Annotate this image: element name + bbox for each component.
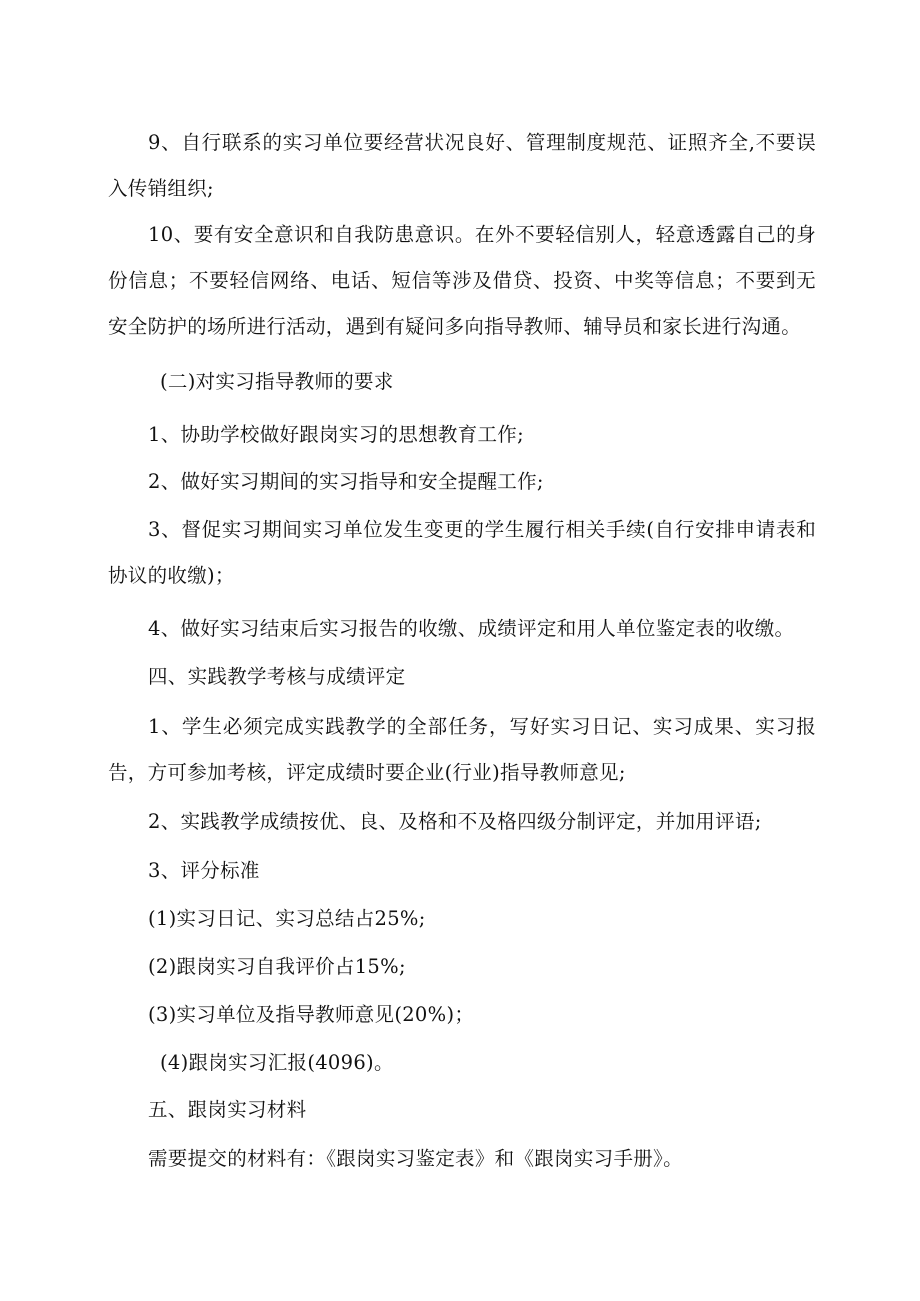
teacher-requirement-2: 2、做好实习期间的实习指导和安全提醒工作; xyxy=(148,470,544,493)
materials-required: 需要提交的材料有：《跟岗实习鉴定表》和《跟岗实习手册》。 xyxy=(148,1147,683,1170)
teacher-requirement-3: 3、督促实习期间实习单位发生变更的学生履行相关手续(自行安排申请表和协议的收缴)； xyxy=(108,518,816,587)
assessment-item-1: 1、学生必须完成实践教学的全部任务，写好实习日记、实习成果、实习报告，方可参加考核，评定成绩时要企业(行业)指导教师意见; xyxy=(108,715,816,784)
assessment-item-2: 2、实践教学成绩按优、良、及格和不及格四级分制评定，并加用评语; xyxy=(148,810,762,833)
paragraph-item-10: 10、要有安全意识和自我防患意识。在外不要轻信别人，轻意透露自己的身份信息；不要轻信网络、电话、短信等涉及借贷、投资、中奖等信息；不要到无安全防护的场所进行活动，遇到有疑问多向指导教师、辅导员和家长进行沟通。 xyxy=(108,223,816,338)
scoring-criterion-1: (1)实习日记、实习总结占25%; xyxy=(148,907,426,930)
scoring-criterion-2: (2)跟岗实习自我评价占15%; xyxy=(148,955,406,978)
paragraph-item-9: 9、自行联系的实习单位要经营状况良好、管理制度规范、证照齐全,不要误入传销组织; xyxy=(108,131,816,200)
teacher-requirement-1: 1、协助学校做好跟岗实习的思想教育工作; xyxy=(148,423,524,446)
teacher-requirement-4: 4、做好实习结束后实习报告的收缴、成绩评定和用人单位鉴定表的收缴。 xyxy=(148,617,795,640)
section-heading-teacher-requirements: (二)对实习指导教师的要求 xyxy=(160,370,394,393)
scoring-criterion-4: (4)跟岗实习汇报(4096)。 xyxy=(160,1051,394,1074)
section-heading-assessment: 四、实践教学考核与成绩评定 xyxy=(148,665,406,688)
assessment-item-3: 3、评分标准 xyxy=(148,859,260,882)
scoring-criterion-3: (3)实习单位及指导教师意见(20%)； xyxy=(148,1003,475,1026)
section-heading-materials: 五、跟岗实习材料 xyxy=(148,1098,307,1121)
